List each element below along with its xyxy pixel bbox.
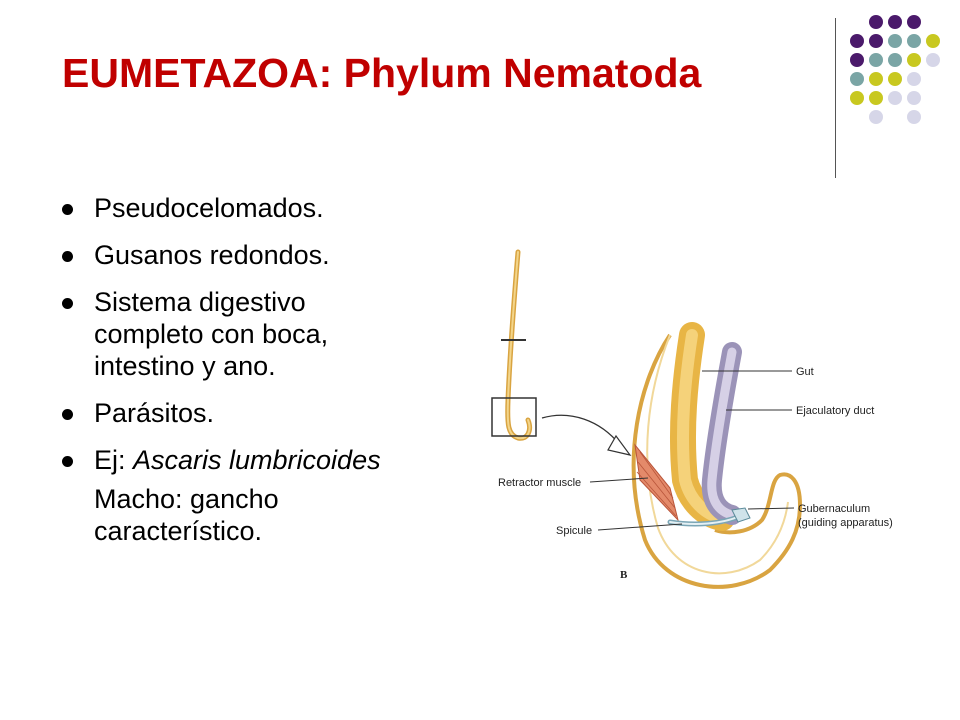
bullet-icon xyxy=(62,298,73,309)
bullet-item: Pseudocelomados. xyxy=(58,192,488,224)
decor-dot xyxy=(907,15,921,29)
decor-dot xyxy=(907,91,921,105)
bullet-icon xyxy=(62,409,73,420)
bullet-item: Gusanos redondos. xyxy=(58,239,488,271)
decor-dot xyxy=(869,72,883,86)
decor-dot xyxy=(850,53,864,67)
decor-dot xyxy=(888,91,902,105)
decor-dot xyxy=(888,53,902,67)
divider-line xyxy=(835,18,836,178)
zoom-arrow xyxy=(542,415,620,445)
note-text: Macho: gancho característico. xyxy=(94,484,279,546)
label-gut: Gut xyxy=(796,366,814,378)
decor-dot xyxy=(869,110,883,124)
decor-dot xyxy=(869,34,883,48)
decor-dot xyxy=(850,91,864,105)
bullet-list xyxy=(58,192,488,562)
decor-dot xyxy=(869,91,883,105)
species-name: Ascaris lumbricoides xyxy=(133,445,381,475)
bullet-item: Sistema digestivo completo con boca, intestino y ano. xyxy=(58,286,394,382)
bullet-item: Ej: Ascaris lumbricoides xyxy=(58,444,488,476)
decor-dot xyxy=(926,34,940,48)
label-retractor-muscle: Retractor muscle xyxy=(498,477,582,489)
decor-dot xyxy=(907,53,921,67)
bullet-icon xyxy=(62,204,73,215)
decorative-dot-grid xyxy=(0,0,960,200)
label-ejaculatory-duct: Ejaculatory duct xyxy=(796,405,875,417)
decor-dot xyxy=(850,34,864,48)
decor-dot xyxy=(888,72,902,86)
panel-letter: B xyxy=(620,569,628,581)
decor-dot xyxy=(888,15,902,29)
label-spicule: Spicule xyxy=(556,525,593,537)
arrow-head-icon xyxy=(608,436,630,455)
slide-title: EUMETAZOA: Phylum Nematoda xyxy=(62,50,702,96)
decor-dot xyxy=(907,34,921,48)
label-guiding-apparatus: (guiding apparatus) xyxy=(798,517,893,529)
decor-dot xyxy=(888,34,902,48)
decor-dot xyxy=(907,110,921,124)
decor-dot xyxy=(869,53,883,67)
bullet-item: Parásitos. xyxy=(58,397,488,429)
decor-dot xyxy=(907,72,921,86)
bullet-icon xyxy=(62,456,73,467)
decor-dot xyxy=(850,72,864,86)
label-gubernaculum: Gubernaculum xyxy=(798,503,871,515)
worm-inner xyxy=(508,252,530,438)
decor-dot xyxy=(926,53,940,67)
nematode-tail-diagram xyxy=(470,240,940,600)
decor-dot xyxy=(869,15,883,29)
bullet-icon xyxy=(62,251,73,262)
